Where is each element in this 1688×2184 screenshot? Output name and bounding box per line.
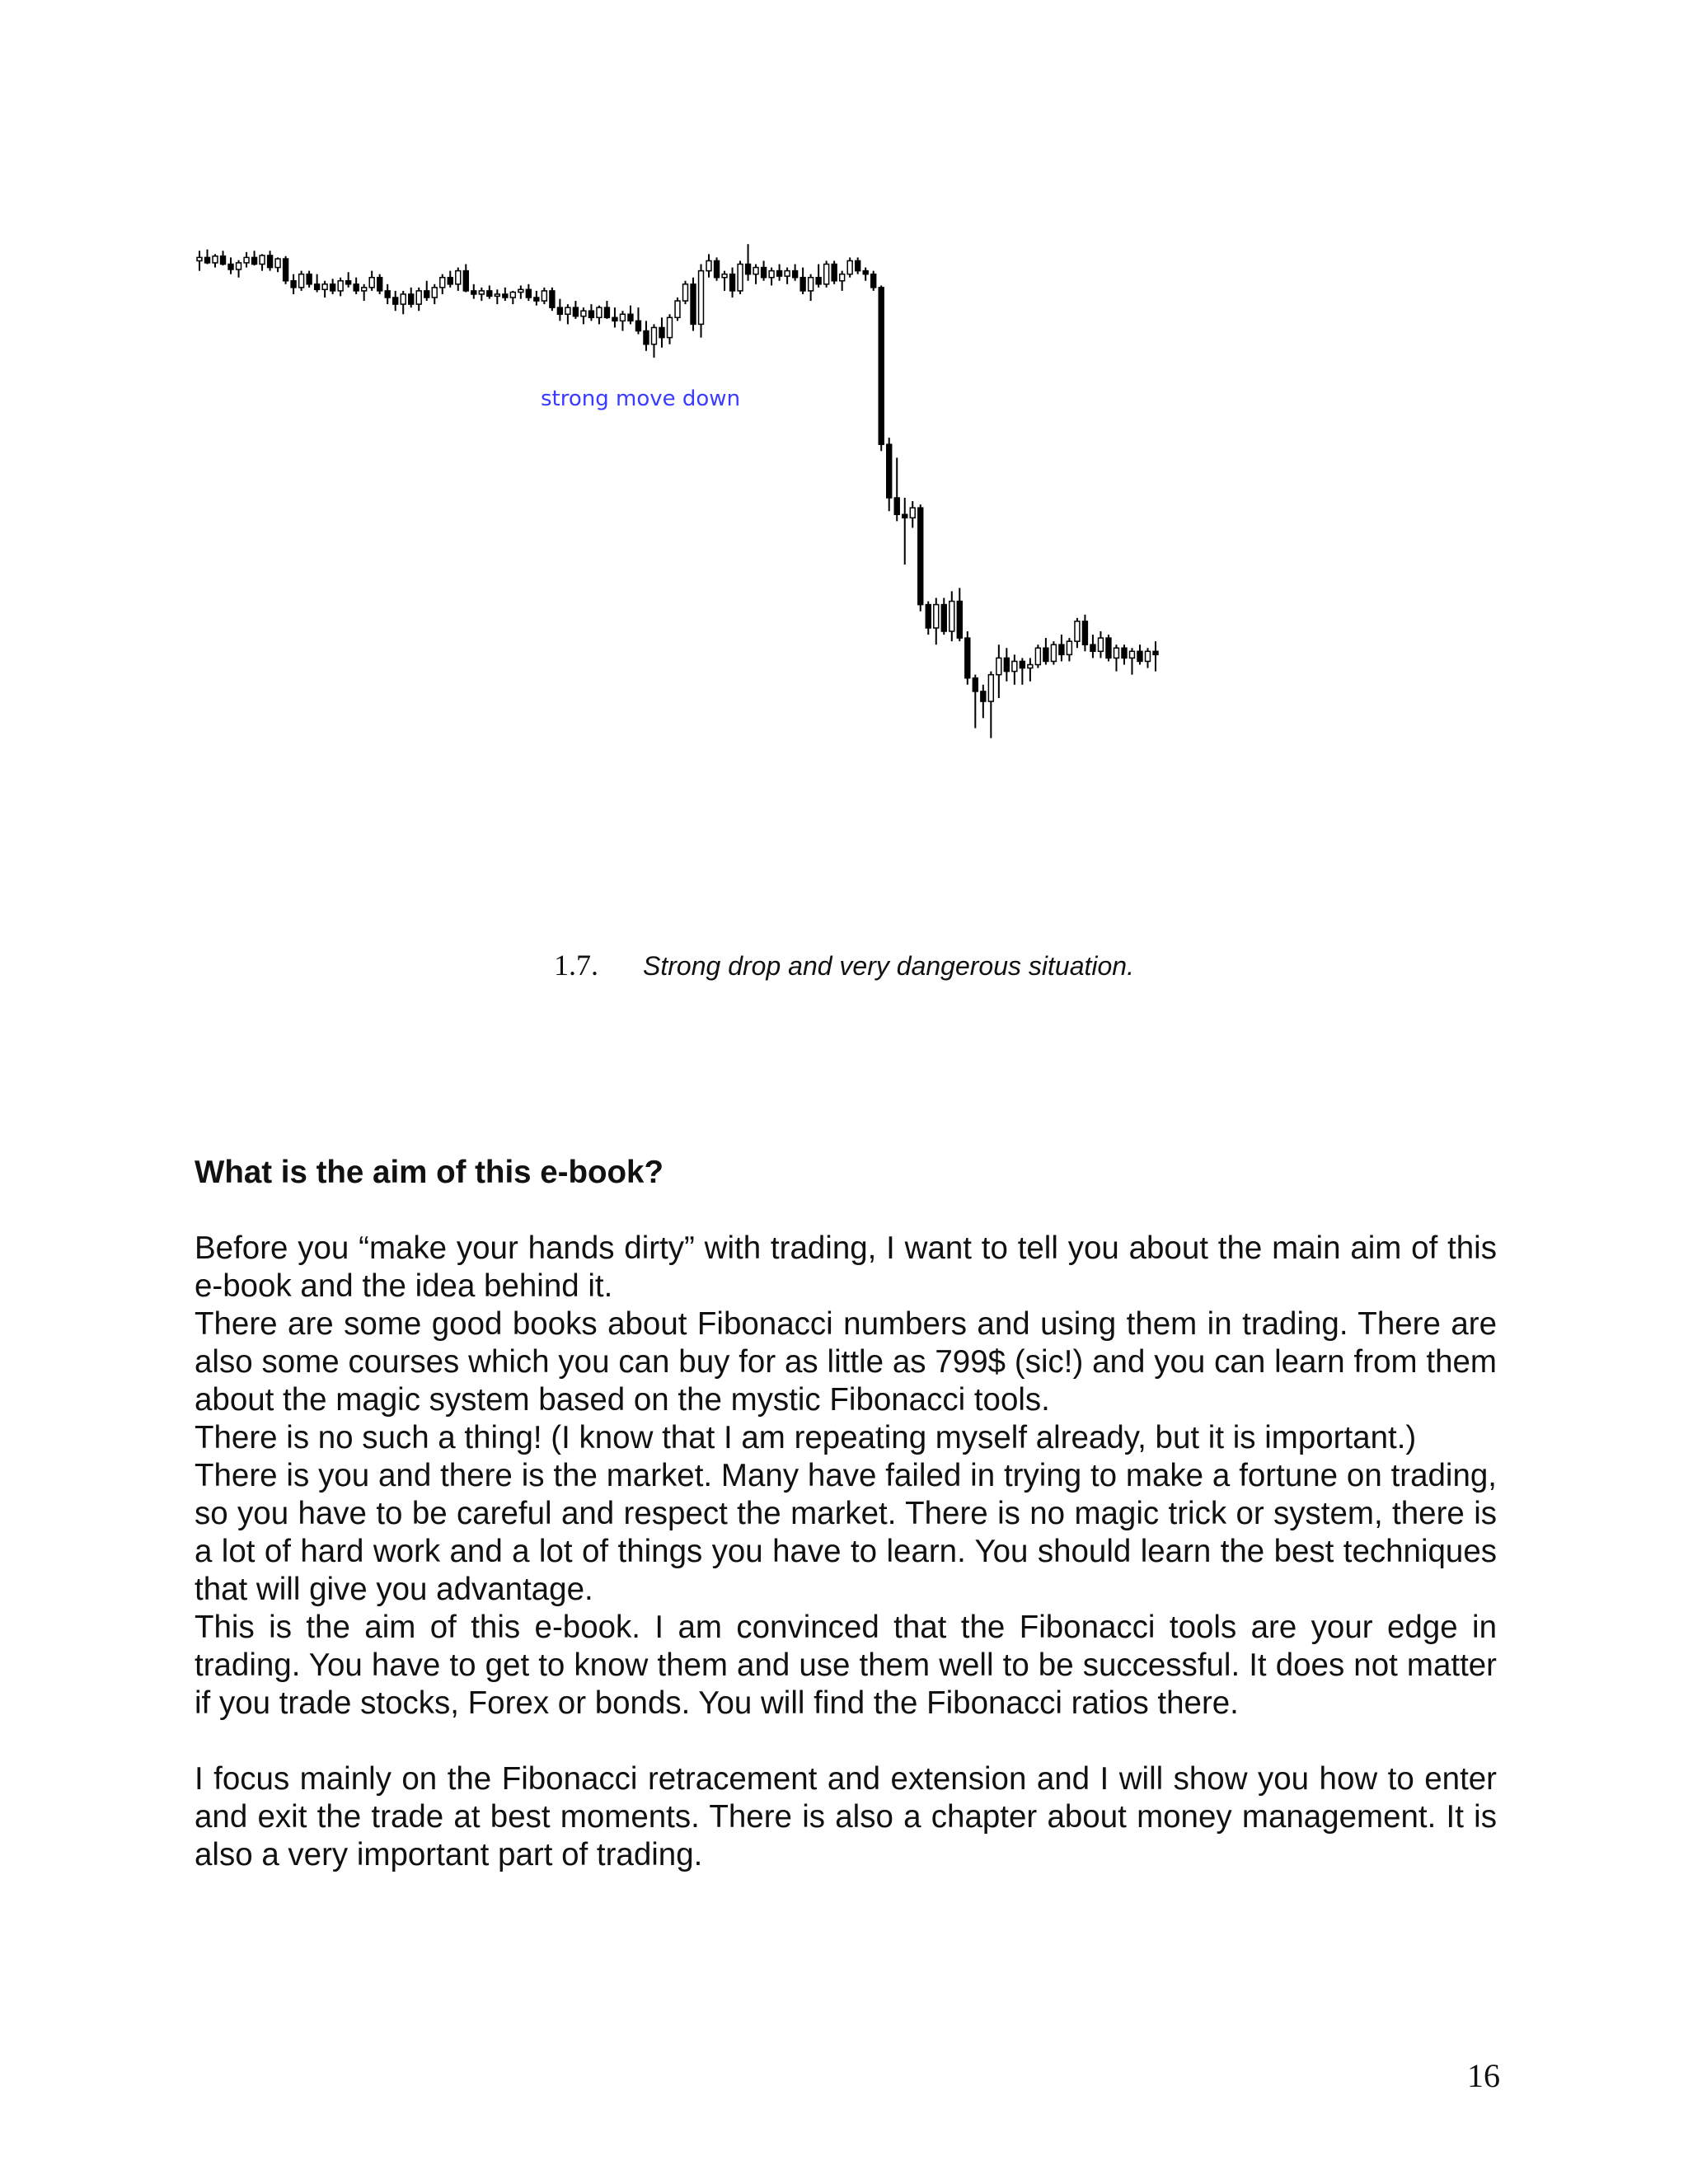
- figure-caption: [0, 948, 1688, 989]
- candle: [369, 271, 374, 291]
- candle: [1004, 648, 1009, 682]
- candle-body-bullish: [1075, 621, 1080, 641]
- candle: [299, 271, 304, 291]
- candle-body-bearish: [205, 257, 210, 262]
- candle-body-bearish: [628, 314, 633, 321]
- candle-body-bearish: [557, 307, 562, 314]
- candle-body-bearish: [856, 260, 860, 270]
- paragraph: This is the aim of this e-book. I am convinced that the Fibonacci tools are your edge in trading. You have to get to know them and use them well to be successful. It does not matter if you trade stocks, Forex or bonds. You will find the Fibonacci ratios there.: [195, 1610, 1497, 1721]
- candle: [252, 251, 257, 265]
- candle-body-bearish: [691, 284, 696, 325]
- candle-body-bearish: [973, 678, 978, 691]
- candle-body-bullish: [1051, 644, 1056, 661]
- candle: [1106, 635, 1111, 661]
- candle: [753, 265, 758, 284]
- candle: [307, 271, 312, 288]
- candle-body-bullish: [996, 658, 1001, 674]
- candle-body-bullish: [597, 307, 602, 317]
- candle: [565, 304, 570, 324]
- candle: [448, 271, 452, 288]
- candle-body-bearish: [612, 317, 617, 321]
- candle: [800, 268, 805, 294]
- candle-body-bullish: [1130, 651, 1135, 658]
- candle: [291, 274, 296, 294]
- candle-body-bearish: [588, 311, 593, 317]
- candle: [315, 274, 320, 293]
- candle: [957, 588, 962, 641]
- candle-body-bearish: [393, 298, 398, 304]
- candle: [644, 321, 649, 350]
- candle: [706, 254, 711, 277]
- candle-body-bearish: [354, 284, 359, 291]
- candle: [432, 284, 437, 304]
- candle-body-bearish: [1059, 644, 1064, 654]
- candle: [573, 301, 578, 319]
- candle: [197, 251, 202, 270]
- candle-body-bullish: [1012, 661, 1017, 671]
- candle-body-bearish: [315, 284, 320, 289]
- candle: [377, 274, 382, 294]
- candle-body-bullish: [620, 314, 625, 321]
- candle: [385, 284, 390, 304]
- candle-body-bearish: [926, 605, 931, 628]
- candle: [331, 279, 335, 294]
- candle-body-bullish: [1035, 648, 1040, 664]
- candle: [715, 257, 720, 280]
- candle-body-bullish: [322, 284, 327, 289]
- candle: [1122, 644, 1127, 664]
- candle: [1012, 654, 1017, 684]
- candle: [440, 274, 445, 294]
- candle: [1146, 648, 1151, 668]
- candle: [1035, 644, 1040, 668]
- candle-body-bearish: [918, 508, 923, 604]
- candle: [518, 285, 523, 298]
- candle-body-bearish: [762, 268, 767, 278]
- candle: [471, 284, 476, 299]
- candle-body-bearish: [1122, 648, 1127, 658]
- candle: [526, 284, 531, 301]
- candle: [534, 291, 539, 306]
- candle-body-bearish: [715, 260, 720, 277]
- candle-body-bearish: [228, 265, 233, 269]
- candle: [542, 288, 546, 304]
- candle-body-bearish: [534, 298, 539, 301]
- candle: [620, 311, 625, 330]
- candle-body-bullish: [362, 288, 367, 291]
- candle: [479, 288, 484, 301]
- candle: [550, 288, 555, 311]
- candle: [1067, 638, 1071, 661]
- candle: [903, 498, 907, 565]
- candle: [354, 278, 359, 294]
- candle-body-bearish: [1137, 651, 1142, 661]
- candle: [769, 268, 774, 286]
- candle: [973, 675, 978, 729]
- candle: [1153, 641, 1158, 671]
- candle-body-bullish: [237, 263, 241, 269]
- candle: [628, 306, 633, 325]
- candle: [762, 260, 767, 280]
- candle: [362, 284, 367, 301]
- candle-body-bearish: [1153, 651, 1158, 654]
- candle-body-bullish: [769, 271, 774, 278]
- candle: [1075, 618, 1080, 648]
- paragraph: There is no such a thing! (I know that I am repeating myself already, but it is important.): [195, 1420, 1417, 1455]
- candle: [722, 271, 727, 291]
- candle-body-bearish: [487, 291, 492, 296]
- candle-body-bullish: [1146, 651, 1151, 661]
- candle: [1043, 638, 1048, 664]
- candle-body-bullish: [824, 265, 829, 284]
- candle-body-bullish: [260, 255, 265, 265]
- candle-body-bearish: [526, 289, 531, 298]
- candle-body-bearish: [346, 281, 351, 284]
- candle-body-bullish: [1098, 638, 1103, 651]
- candle: [879, 285, 884, 451]
- candle-body-bullish: [785, 271, 790, 276]
- candle: [510, 291, 515, 304]
- candle: [832, 260, 837, 284]
- candle: [699, 265, 704, 338]
- candle-body-bullish: [722, 274, 727, 278]
- candle-body-bearish: [816, 278, 821, 284]
- candle-body-bearish: [331, 284, 335, 291]
- candle: [322, 281, 327, 298]
- candle-body-bullish: [950, 602, 954, 631]
- candle: [581, 307, 586, 324]
- candle-body-bullish: [706, 260, 711, 270]
- candle: [260, 254, 265, 270]
- candle-body-bullish: [1067, 641, 1071, 654]
- candle-body-bearish: [1106, 638, 1111, 658]
- candle-body-bullish: [479, 291, 484, 294]
- candle: [205, 250, 210, 265]
- candle: [730, 268, 735, 298]
- candle: [691, 278, 696, 331]
- paragraph: I focus mainly on the Fibonacci retracement and extension and I will show you how to enter and exit the trade at best moments. There is also a chapter about money management. It is also a very important part of trading.: [195, 1761, 1497, 1872]
- candle: [213, 254, 218, 267]
- candle-body-bullish: [738, 265, 743, 291]
- candle: [1130, 648, 1135, 674]
- candle: [604, 301, 609, 319]
- candle-body-bearish: [409, 294, 414, 304]
- candle-body-bearish: [550, 291, 555, 307]
- candle: [456, 268, 461, 291]
- candle-body-bearish: [887, 444, 892, 498]
- candle: [847, 257, 852, 277]
- candle: [816, 265, 821, 288]
- candle-body-bullish: [581, 311, 586, 316]
- candle-body-bullish: [440, 278, 445, 288]
- candle-body-bullish: [518, 289, 523, 292]
- candle: [793, 265, 798, 281]
- caption-number: 1.7.: [554, 949, 599, 982]
- candle: [675, 298, 680, 321]
- candle-body-bullish: [1114, 648, 1119, 658]
- candle: [268, 251, 273, 270]
- candle: [659, 317, 664, 347]
- candle-body-bearish: [965, 638, 970, 678]
- candle-body-bullish: [432, 288, 437, 298]
- candle-body-bearish: [777, 271, 782, 276]
- candle-body-bullish: [675, 301, 680, 317]
- candle: [284, 256, 288, 284]
- candle: [275, 257, 280, 272]
- candle: [996, 644, 1001, 698]
- candle-body-bullish: [988, 675, 993, 701]
- candle: [495, 289, 499, 304]
- candle: [1028, 658, 1033, 681]
- candle-body-bearish: [793, 271, 798, 278]
- candle-body-bearish: [221, 256, 226, 265]
- candle: [597, 306, 602, 325]
- candle-body-bearish: [1020, 661, 1025, 668]
- candle-body-bearish: [385, 291, 390, 298]
- candle: [941, 598, 946, 635]
- candle-body-bullish: [542, 291, 546, 301]
- candle: [981, 685, 986, 719]
- candle: [612, 307, 617, 327]
- candle-body-bearish: [1090, 644, 1095, 651]
- candle-body-bullish: [338, 281, 343, 291]
- candle-body-bullish: [275, 259, 280, 268]
- candle: [463, 265, 468, 293]
- candle-body-bullish: [299, 274, 304, 288]
- candle: [887, 438, 892, 511]
- candle-body-bullish: [197, 257, 202, 260]
- paragraph: There are some good books about Fibonacci numbers and using them in trading. There are also some courses which you can buy for as little as 799$ (sic!) and you can learn from them about the magic system based on the mystic Fibonacci tools.: [195, 1306, 1497, 1418]
- candle: [228, 257, 233, 274]
- candle: [409, 288, 414, 307]
- candle-body-bearish: [957, 602, 962, 639]
- candle-body-bearish: [894, 498, 899, 514]
- candle: [237, 260, 241, 278]
- candle: [1020, 658, 1025, 684]
- candle-body-bearish: [463, 271, 468, 291]
- candle: [1082, 615, 1087, 652]
- candle: [910, 501, 915, 527]
- candle: [1059, 635, 1064, 661]
- candle: [1098, 631, 1103, 658]
- candle: [588, 304, 593, 321]
- candle-body-bearish: [307, 274, 312, 284]
- candle-body-bullish: [369, 278, 374, 288]
- candle: [244, 252, 249, 268]
- candle-body-bullish: [244, 257, 249, 262]
- candle: [652, 324, 657, 358]
- candle: [934, 598, 939, 645]
- candle: [809, 274, 814, 301]
- candle: [557, 299, 562, 321]
- page-number: 16: [1467, 2057, 1500, 2094]
- candle-body-bullish: [456, 271, 461, 284]
- candle-body-bullish: [565, 307, 570, 314]
- candle-body-bullish: [668, 317, 673, 337]
- candle: [746, 244, 751, 281]
- candle: [856, 257, 860, 274]
- candle-body-bearish: [1043, 648, 1048, 661]
- candle: [346, 272, 351, 288]
- candle: [636, 307, 641, 334]
- candle: [1051, 641, 1056, 664]
- candle: [777, 265, 782, 281]
- candle-body-bearish: [424, 291, 429, 298]
- candle-body-bullish: [840, 274, 845, 281]
- candle-body-bearish: [832, 265, 837, 281]
- candle-body-bullish: [1028, 665, 1033, 668]
- candle: [988, 672, 993, 738]
- candle: [393, 291, 398, 311]
- candle-body-bullish: [809, 278, 814, 291]
- candle-body-bearish: [1082, 621, 1087, 644]
- candle-body-bearish: [863, 271, 868, 274]
- chart-annotation: strong move down: [541, 387, 741, 411]
- candle: [918, 504, 923, 612]
- candle-body-bullish: [416, 291, 421, 304]
- candle-body-bearish: [1004, 658, 1009, 671]
- candle-body-bearish: [252, 257, 257, 264]
- candle: [424, 281, 429, 301]
- candle-body-bearish: [659, 327, 664, 337]
- caption-text: Strong drop and very dangerous situation.: [643, 951, 1134, 981]
- paragraph: Before you “make your hands dirty” with trading, I want to tell you about the main aim of this e-book and the idea behind it.: [195, 1230, 1497, 1304]
- candle-body-bullish: [934, 605, 939, 628]
- candle: [871, 271, 876, 291]
- candle-body-bullish: [495, 294, 499, 296]
- candle: [1090, 635, 1095, 658]
- section-body: [195, 1154, 1497, 1874]
- candle: [1137, 644, 1142, 664]
- section-heading: What is the aim of this e-book?: [195, 1155, 663, 1190]
- candle-body-bearish: [636, 321, 641, 330]
- candle-body-bearish: [503, 294, 508, 298]
- candle: [221, 251, 226, 265]
- candle: [824, 260, 829, 287]
- candle-body-bearish: [800, 278, 805, 291]
- candle-body-bearish: [903, 514, 907, 518]
- candle: [926, 602, 931, 635]
- candle: [1114, 644, 1119, 671]
- candle: [785, 268, 790, 284]
- candle-body-bullish: [213, 256, 218, 263]
- candle-body-bearish: [604, 307, 609, 317]
- candle: [338, 278, 343, 297]
- paragraph: There is you and there is the market. Many have failed in trying to make a fortune on trading, so you have to be careful and respect the market. There is no magic trick or system, there is a lot of hard work and a lot of things you have to learn. You should learn the best techniques that will give you advantage.: [195, 1458, 1497, 1607]
- candle-body-bearish: [730, 274, 735, 291]
- candle: [683, 281, 688, 304]
- candle-body-bearish: [268, 255, 273, 268]
- candle-body-bullish: [699, 271, 704, 325]
- candle-body-bearish: [644, 331, 649, 344]
- candle: [487, 285, 492, 298]
- candle-body-bullish: [683, 284, 688, 301]
- candle-body-bearish: [879, 288, 884, 444]
- candle-body-bearish: [291, 281, 296, 288]
- candle-body-bullish: [753, 268, 758, 274]
- candle: [668, 314, 673, 344]
- candlestick-chart: [190, 223, 1170, 907]
- candle: [950, 591, 954, 641]
- candle: [840, 271, 845, 291]
- candle-body-bearish: [284, 259, 288, 281]
- candle-body-bearish: [573, 307, 578, 316]
- candle: [894, 457, 899, 521]
- candle: [416, 288, 421, 311]
- candle-body-bullish: [401, 294, 406, 304]
- candle-body-bearish: [871, 274, 876, 288]
- candle-body-bearish: [941, 605, 946, 631]
- candle: [965, 631, 970, 685]
- candle-body-bullish: [847, 260, 852, 274]
- candle-body-bearish: [471, 291, 476, 294]
- candle-body-bearish: [448, 278, 452, 284]
- candle: [738, 260, 743, 294]
- candle: [863, 268, 868, 281]
- candle-body-bearish: [377, 278, 382, 291]
- candle-body-bullish: [910, 508, 915, 518]
- candle: [503, 288, 508, 301]
- candle: [401, 291, 406, 314]
- candle-body-bullish: [510, 293, 515, 298]
- candle-body-bearish: [981, 691, 986, 701]
- candle-body-bullish: [652, 327, 657, 344]
- candle-body-bearish: [746, 265, 751, 274]
